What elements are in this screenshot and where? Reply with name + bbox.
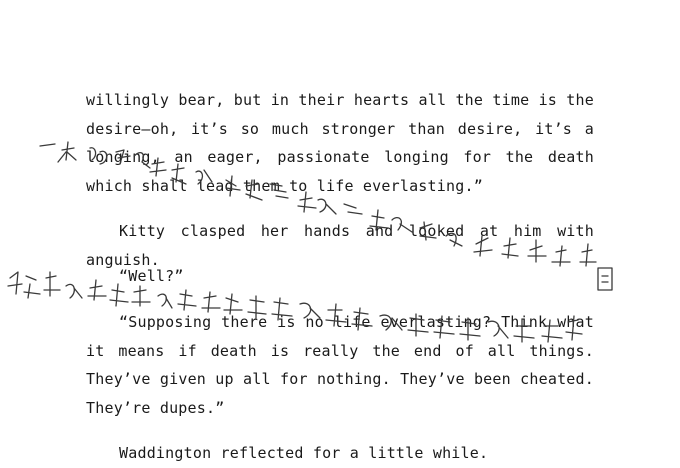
paragraph-2: Kitty clasped her hands and looked at him with anguish. [86, 222, 594, 269]
paragraph-1: willingly bear, but in their hearts all the time is the desire—oh, it’s so much stronger than desire, it’s a longing, an eager, passionate longing for the death which shall lead them to life everlasting.” [86, 91, 594, 195]
paragraph-4: “Supposing there is no life everlasting? Think what it means if death is really the end of all things. They’ve given up all for nothing. They’ve been cheated. They’re dupes.” [86, 313, 594, 417]
paragraph-5: Waddington reflected for a little while. [119, 444, 489, 462]
paragraph-3: “Well?” [119, 267, 184, 285]
